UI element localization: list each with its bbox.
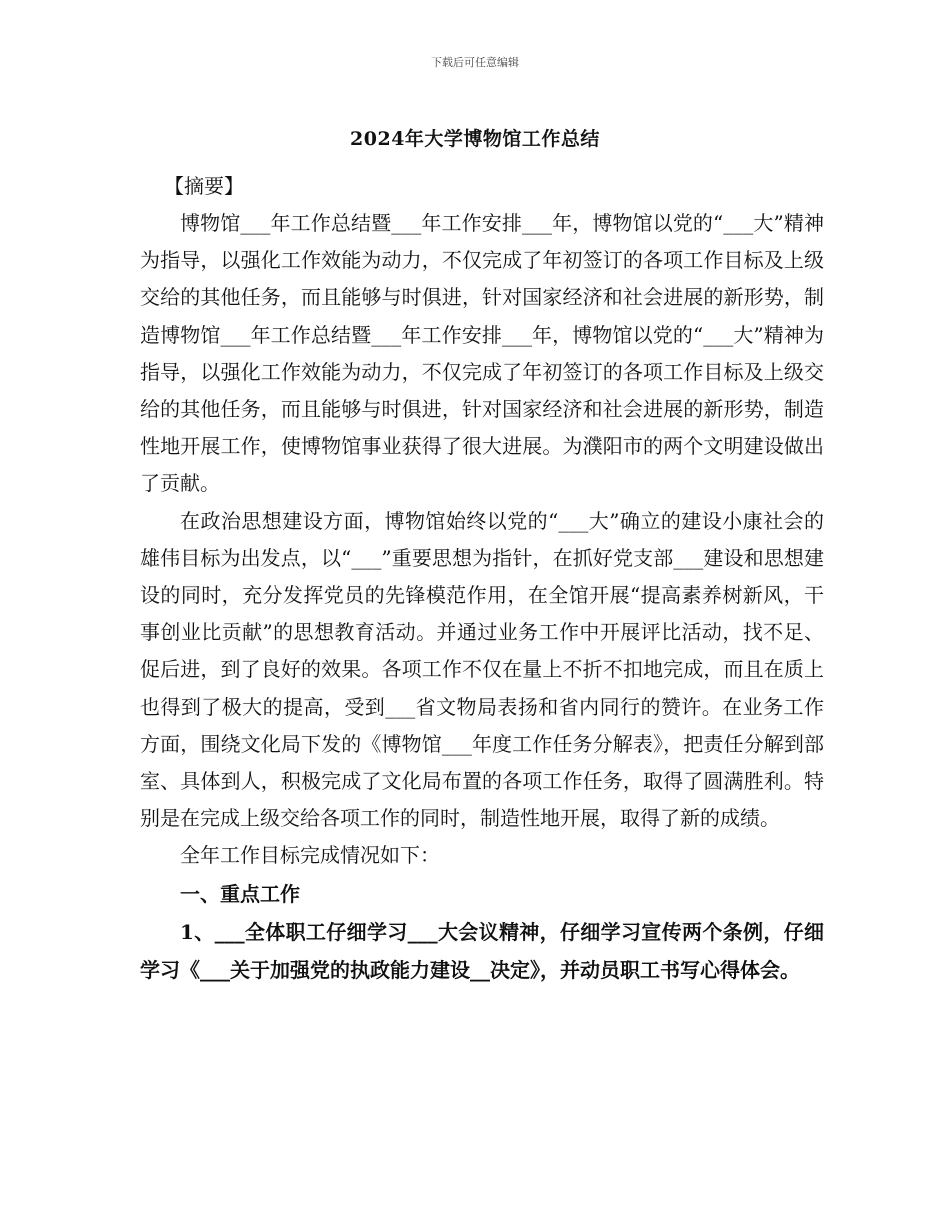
section-heading: 一、重点工作 bbox=[180, 881, 300, 906]
abstract-label: 【摘要】 bbox=[164, 174, 244, 198]
document-title: 2024年大学博物馆工作总结 bbox=[350, 128, 600, 150]
document-body bbox=[140, 168, 824, 989]
page-header: 下载后可任意编辑 bbox=[431, 56, 519, 69]
paragraph-3: 全年工作目标完成情况如下： bbox=[180, 843, 440, 868]
paragraph-2: 在政治思想建设方面，博物馆始终以党的“___大”确立的建设小康社会的雄伟目标为出发点，以“___”重要思想为指针，在抓好党支部___建设和思想建设的同时，充分发挥党员的先锋模范作用，在全馆开展“提高素养树新风，干事创业比贡献”的思想教育活动。并通过业务工作中开展评比活动，找不足、促后进，到了良好的效果。各项工作不仅在量上不折不扣地完成，而且在质上也得到了极大的提高，受到___省文物局表扬和省内同行的赞许。在业务工作方面，围绕文化局下发的《博物馆___年度工作任务分解表》，把责任分解到部室、具体到人，积极完成了文化局布置的各项工作任务，取得了圆满胜利。特别是在完成上级交给各项工作的同时，制造性地开展，取得了新的成绩。 bbox=[140, 508, 824, 831]
bold-item-1: 1、___全体职工仔细学习___大会议精神，仔细学习宣传两个条例，仔细学习《___关于加强党的执政能力建设__决定》，并动员职工书写心得体会。 bbox=[140, 919, 824, 982]
paragraph-1: 博物馆___年工作总结暨___年工作安排___年，博物馆以党的“___大”精神为指导，以强化工作效能为动力，不仅完成了年初签订的各项工作目标及上级交给的其他任务，而且能够与时俱进，针对国家经济和社会进展的新形势，制造博物馆___年工作总结暨___年工作安排___年，博物馆以党的“___大”精神为指导，以强化工作效能为动力，不仅完成了年初签订的各项工作目标及上级交给的其他任务，而且能够与时俱进，针对国家经济和社会进展的新形势，制造性地开展工作，使博物馆事业获得了很大进展。为濮阳市的两个文明建设做出了贡献。 bbox=[140, 211, 824, 496]
